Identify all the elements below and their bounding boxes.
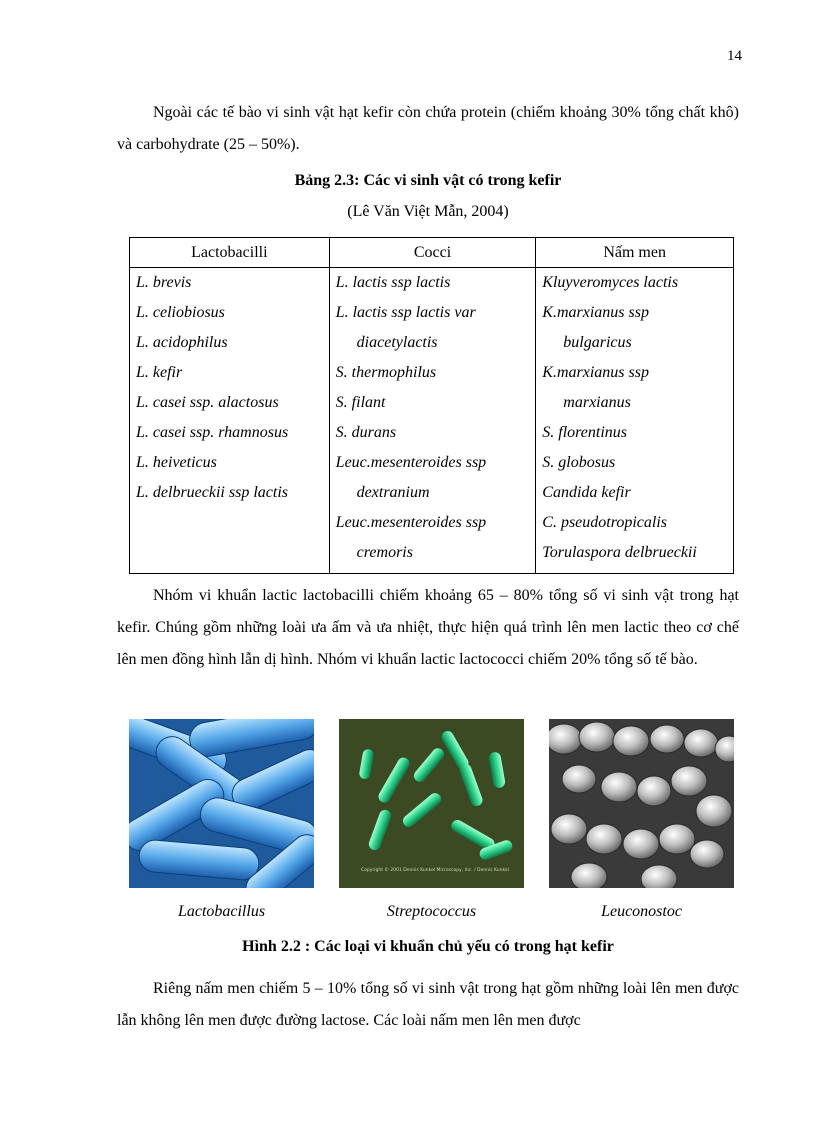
photo-credit: Copyright © 2001 Dennis Kunkel Microscopy, Inc. / Dennis Kunkel <box>361 868 509 873</box>
intro-paragraph: Ngoài các tế bào vi sinh vật hạt kefir còn chứa protein (chiếm khoảng 30% tổng chất khô) và carbohydrate (25 – 50%). <box>117 104 739 153</box>
lactobacillus-photo <box>129 719 314 888</box>
yeasts-column <box>536 268 734 574</box>
cocci-column <box>329 268 536 574</box>
leuconostoc-label: Leuconostoc <box>601 903 682 920</box>
table-title: Bảng 2.3: Các vi sinh vật có trong kefir <box>294 172 562 189</box>
leuconostoc-photo <box>549 719 734 888</box>
lactobacillus-label: Lactobacillus <box>177 903 266 920</box>
species-item: K.marxianus ssp <box>542 364 649 381</box>
species-item: L. brevis <box>136 274 192 291</box>
header-cocci: Cocci <box>329 238 536 268</box>
species-item: L. celiobiosus <box>136 304 225 321</box>
table-source: (Lê Văn Việt Mẫn, 2004) <box>347 203 509 220</box>
species-item: L. acidophilus <box>136 334 228 351</box>
page-number: 14 <box>727 48 742 64</box>
species-item: L. lactis ssp lactis <box>335 274 451 291</box>
species-item: C. pseudotropicalis <box>542 514 668 531</box>
species-item: L. kefir <box>136 364 183 381</box>
species-item: Torulaspora delbrueckii <box>542 544 697 561</box>
yeast-paragraph: Riêng nấm men chiếm 5 – 10% tổng số vi sinh vật trong hạt gồm những loài lên men được lẫn không lên men được đường lactose. Các loài nấm men lên men được <box>117 980 739 1029</box>
species-item: L. lactis ssp lactis var <box>335 304 476 321</box>
lactobacilli-column <box>130 268 330 574</box>
header-yeasts: Nấm men <box>536 238 734 268</box>
species-item-continued: bulgaricus <box>563 334 632 351</box>
species-item-continued: diacetylactis <box>356 334 438 351</box>
species-item-continued: marxianus <box>563 394 631 411</box>
streptococcus-label: Streptococcus <box>386 903 477 920</box>
species-item: S. globosus <box>542 454 616 471</box>
species-item: L. delbrueckii ssp lactis <box>136 484 288 501</box>
figure-title: Hình 2.2 : Các loại vi khuẩn chủ yếu có trong hạt kefir <box>242 938 614 955</box>
species-item: S. thermophilus <box>335 364 437 381</box>
species-item: Leuc.mesenteroides ssp <box>335 454 487 471</box>
species-item: L. casei ssp. alactosus <box>136 394 279 411</box>
microorganism-table <box>129 237 734 574</box>
species-item-continued: cremoris <box>356 544 413 561</box>
lactobacilli-paragraph: Nhóm vi khuẩn lactic lactobacilli chiếm khoảng 65 – 80% tổng số vi sinh vật trong hạt kefir. Chúng gồm những loài ưa ấm và ưa nhiệt, thực hiện quá trình lên men lactic theo cơ chế lên men đồng hình lẫn dị hình. Nhóm vi khuẩn lactic lactococci chiếm 20% tổng số tế bào. <box>117 587 739 668</box>
species-item-continued: dextranium <box>356 484 430 501</box>
species-item: S. florentinus <box>542 424 628 441</box>
species-item: L. heiveticus <box>136 454 217 471</box>
header-lactobacilli: Lactobacilli <box>130 238 330 268</box>
species-item: Kluyveromyces lactis <box>542 274 679 291</box>
species-item: Candida kefir <box>542 484 631 501</box>
species-item: Leuc.mesenteroides ssp <box>335 514 487 531</box>
species-item: S. filant <box>335 394 386 411</box>
species-item: S. durans <box>335 424 397 441</box>
streptococcus-photo <box>339 719 524 888</box>
species-item: K.marxianus ssp <box>542 304 649 321</box>
species-item: L. casei ssp. rhamnosus <box>136 424 289 441</box>
